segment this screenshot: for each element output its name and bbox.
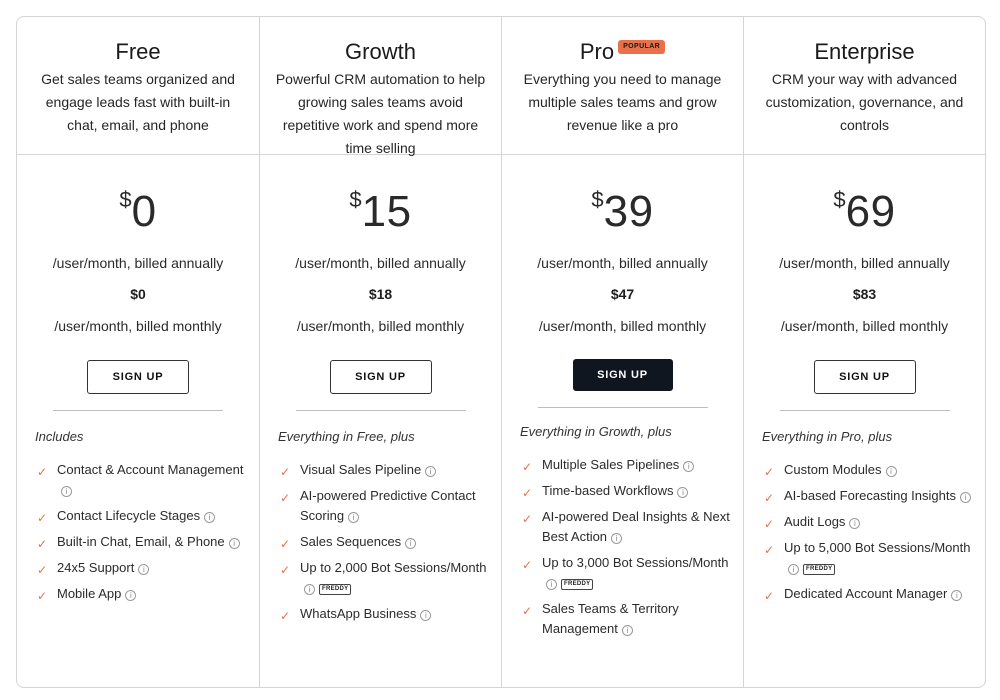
feature-text: Contact & Account Management (57, 462, 244, 477)
feature-item (35, 584, 247, 604)
feature-item (520, 455, 731, 475)
check-icon: ✓ (37, 537, 48, 551)
feature-item (35, 506, 247, 526)
feature-item (35, 532, 247, 552)
info-icon[interactable]: i (951, 590, 962, 601)
feature-item (520, 599, 731, 639)
plan-name: Free (115, 39, 161, 64)
feature-text: Audit Logs (784, 514, 846, 529)
price-amount: 0 (131, 187, 157, 236)
info-icon[interactable]: i (125, 590, 136, 601)
includes-label: Everything in Free, plus (278, 429, 415, 444)
feature-item (762, 460, 973, 480)
feature-text: Sales Teams & Territory Management (542, 601, 679, 636)
price-amount: 15 (361, 187, 412, 236)
info-icon[interactable]: i (622, 625, 633, 636)
check-icon: ✓ (522, 558, 533, 572)
feature-text: AI-based Forecasting Insights (784, 488, 956, 503)
includes-label: Everything in Pro, plus (762, 429, 893, 444)
monthly-price: $83 (852, 286, 877, 302)
feature-item (520, 507, 731, 547)
check-icon: ✓ (522, 460, 533, 474)
feature-item (520, 481, 731, 501)
plan-header (502, 17, 743, 155)
check-icon: ✓ (37, 511, 48, 525)
feature-list (17, 460, 259, 604)
info-icon[interactable]: i (683, 461, 694, 472)
sign-up-button[interactable]: SIGN UP (573, 359, 673, 391)
feature-item (762, 486, 973, 506)
feature-text: Built-in Chat, Email, & Phone (57, 534, 225, 549)
check-icon: ✓ (280, 465, 291, 479)
plan-description: Powerful CRM automation to help growing sales teams avoid repetitive work and spend more time selling (275, 71, 486, 156)
check-icon: ✓ (37, 563, 48, 577)
plan-price (744, 183, 985, 241)
freddy-badge: FREDDY (561, 579, 593, 590)
feature-text: AI-powered Predictive Contact Scoring (300, 488, 476, 523)
billed-annually-text: /user/month, billed annually (295, 255, 466, 271)
billed-annually-text: /user/month, billed annually (52, 255, 224, 271)
check-icon: ✓ (280, 563, 291, 577)
divider (538, 407, 708, 408)
popular-badge: POPULAR (618, 40, 665, 54)
feature-text: Contact Lifecycle Stages (57, 508, 201, 523)
plan-price (260, 183, 501, 241)
monthly-price: $18 (368, 286, 393, 302)
currency-symbol: $ (119, 187, 132, 212)
feature-item (278, 486, 489, 526)
feature-text: AI-powered Deal Insights & Next Best Action (542, 509, 730, 544)
divider (296, 410, 466, 411)
info-icon[interactable]: i (204, 512, 215, 523)
check-icon: ✓ (280, 609, 291, 623)
plan-header (17, 17, 259, 155)
pricing-table (16, 16, 986, 688)
plan-description: CRM your way with advanced customization, governance, and controls (765, 71, 964, 133)
feature-text: WhatsApp Business (300, 606, 417, 621)
check-icon: ✓ (522, 486, 533, 500)
monthly-price: $47 (610, 286, 635, 302)
info-icon[interactable]: i (546, 579, 557, 590)
sign-up-button[interactable]: SIGN UP (330, 360, 432, 394)
feature-text: Visual Sales Pipeline (300, 462, 422, 477)
info-icon[interactable]: i (611, 533, 622, 544)
plan-column-free (17, 17, 259, 687)
check-icon: ✓ (37, 465, 48, 479)
check-icon: ✓ (764, 517, 775, 531)
sign-up-button[interactable]: SIGN UP (814, 360, 916, 394)
info-icon[interactable]: i (960, 492, 971, 503)
divider (53, 410, 223, 411)
check-icon: ✓ (280, 537, 291, 551)
plan-header (260, 17, 501, 155)
feature-list (502, 455, 743, 639)
feature-item (35, 558, 247, 578)
check-icon: ✓ (764, 543, 775, 557)
feature-text: Multiple Sales Pipelines (542, 457, 680, 472)
billed-monthly-text: /user/month, billed monthly (780, 318, 949, 334)
info-icon[interactable]: i (886, 466, 897, 477)
check-icon: ✓ (280, 491, 291, 505)
billed-monthly-text: /user/month, billed monthly (538, 318, 707, 334)
check-icon: ✓ (764, 589, 775, 603)
plan-name: Pro (579, 39, 615, 64)
feature-item (762, 584, 973, 604)
sign-up-button[interactable]: SIGN UP (87, 360, 189, 394)
info-icon[interactable]: i (788, 564, 799, 575)
feature-text: Up to 2,000 Bot Sessions/Month (300, 560, 487, 575)
feature-list (744, 460, 985, 604)
feature-text: Time-based Workflows (542, 483, 674, 498)
check-icon: ✓ (37, 589, 48, 603)
info-icon[interactable]: i (677, 487, 688, 498)
plan-description: Get sales teams organized and engage leads fast with built-in chat, email, and phone (41, 71, 235, 133)
info-icon[interactable]: i (138, 564, 149, 575)
plan-name: Enterprise (814, 39, 915, 64)
check-icon: ✓ (764, 465, 775, 479)
info-icon[interactable]: i (304, 584, 315, 595)
plan-column-pro (501, 17, 743, 687)
info-icon[interactable]: i (229, 538, 240, 549)
billed-annually-text: /user/month, billed annually (779, 255, 950, 271)
plan-column-growth (259, 17, 501, 687)
info-icon[interactable]: i (61, 486, 72, 497)
feature-item (762, 538, 973, 578)
info-icon[interactable]: i (348, 512, 359, 523)
billed-monthly-text: /user/month, billed monthly (54, 318, 222, 334)
plan-description: Everything you need to manage multiple sales teams and grow revenue like a pro (523, 71, 722, 133)
feature-item (762, 512, 973, 532)
feature-text: Mobile App (57, 586, 122, 601)
check-icon: ✓ (522, 512, 533, 526)
includes-label: Everything in Growth, plus (520, 424, 672, 439)
monthly-price: $0 (130, 286, 146, 302)
plan-price (502, 183, 743, 241)
plan-column-enterprise (743, 17, 985, 687)
feature-list (260, 460, 501, 624)
price-amount: 69 (845, 187, 896, 236)
billed-annually-text: /user/month, billed annually (537, 255, 708, 271)
price-amount: 39 (603, 187, 654, 236)
includes-label: Includes (35, 429, 84, 444)
plan-header (744, 17, 985, 155)
info-icon[interactable]: i (420, 610, 431, 621)
info-icon[interactable]: i (849, 518, 860, 529)
info-icon[interactable]: i (425, 466, 436, 477)
feature-item (278, 532, 489, 552)
billed-monthly-text: /user/month, billed monthly (296, 318, 465, 334)
currency-symbol: $ (833, 187, 846, 212)
feature-item (35, 460, 247, 500)
feature-text: Up to 5,000 Bot Sessions/Month (784, 540, 971, 555)
feature-text: Sales Sequences (300, 534, 402, 549)
check-icon: ✓ (764, 491, 775, 505)
feature-item (278, 558, 489, 598)
info-icon[interactable]: i (405, 538, 416, 549)
divider (780, 410, 950, 411)
currency-symbol: $ (349, 187, 362, 212)
feature-item (278, 604, 489, 624)
feature-item (520, 553, 731, 593)
feature-text: 24x5 Support (57, 560, 135, 575)
feature-text: Up to 3,000 Bot Sessions/Month (542, 555, 729, 570)
plan-name: Growth (345, 39, 416, 64)
freddy-badge: FREDDY (319, 584, 351, 595)
plan-price (17, 183, 259, 241)
currency-symbol: $ (591, 187, 604, 212)
freddy-badge: FREDDY (803, 564, 835, 575)
feature-text: Dedicated Account Manager (784, 586, 948, 601)
feature-item (278, 460, 489, 480)
check-icon: ✓ (522, 604, 533, 618)
feature-text: Custom Modules (784, 462, 882, 477)
